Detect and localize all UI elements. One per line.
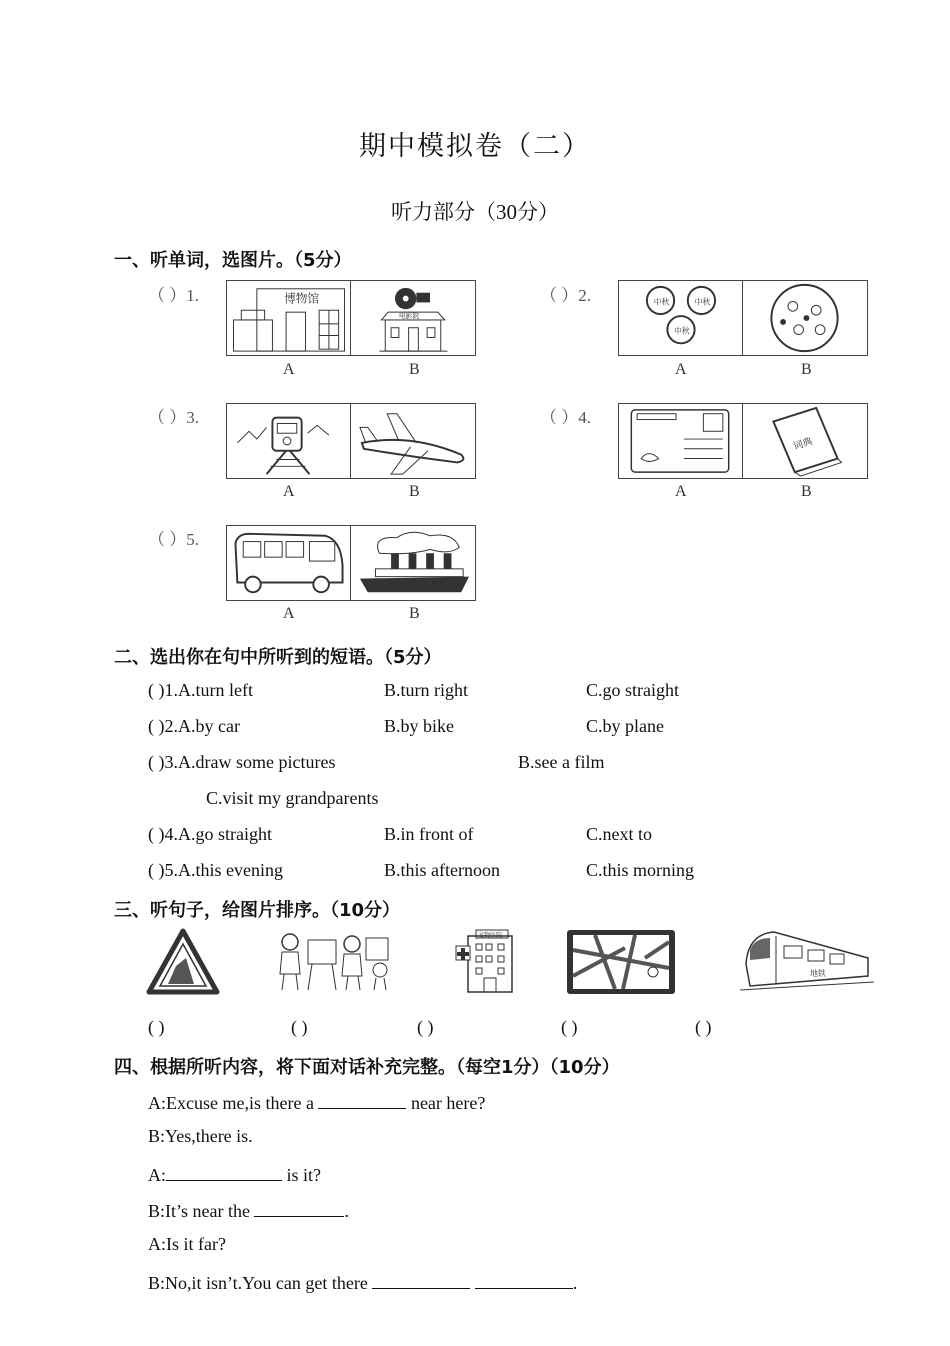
children-drawing-picture	[268, 930, 396, 994]
s2-q5-c: C.this morning	[586, 860, 695, 880]
item5-picture-box	[226, 525, 476, 601]
s2-q3-c: C.visit my grandparents	[206, 788, 379, 808]
item3-picture-box	[226, 403, 476, 479]
item4-label-a: A	[675, 483, 687, 500]
warning-sign-picture	[146, 928, 220, 996]
svg-text:中秋: 中秋	[694, 297, 711, 307]
item3-paren: （ ）3.	[148, 408, 199, 427]
item3-label-a: A	[283, 483, 295, 500]
item4-label-b: B	[801, 483, 812, 500]
museum-sign: 博物馆	[284, 291, 320, 306]
page-title: 期中模拟卷（二）	[359, 131, 591, 161]
item5-label-b: B	[409, 605, 420, 622]
item1-label-b: B	[409, 361, 420, 378]
answer-blank[interactable]	[254, 1198, 344, 1217]
svg-text:中秋: 中秋	[674, 326, 690, 336]
item1-paren: （ ）1.	[148, 286, 199, 305]
item4-paren: （ ）4.	[540, 408, 591, 427]
item2-paren: （ ）2.	[540, 286, 591, 305]
dialogue-line-6: B:No,it isn’t.You can get there .	[148, 1270, 577, 1294]
ship-picture	[351, 526, 475, 600]
s3-paren-5: ( )	[695, 1017, 712, 1037]
item4-picture-box	[618, 403, 868, 479]
s2-q5: ( )5.A.this evening	[148, 860, 283, 880]
s2-q2-b: B.by bike	[384, 716, 454, 736]
s2-q2: ( )2.A.by car	[148, 716, 240, 736]
s3-paren-1: ( )	[148, 1017, 165, 1037]
pizza-picture	[743, 281, 867, 355]
svg-text:电影院: 电影院	[398, 312, 420, 320]
item2-picture-box	[618, 280, 868, 356]
s2-q1-b: B.turn right	[384, 680, 468, 700]
bus-picture	[227, 526, 351, 600]
answer-blank[interactable]	[318, 1090, 406, 1109]
section3-heading: 三、听句子，给图片排序。（10分）	[114, 900, 401, 921]
map-tablet-picture	[565, 928, 677, 996]
dialogue-line-2: B:Yes,there is.	[148, 1126, 253, 1146]
s3-paren-2: ( )	[291, 1017, 308, 1037]
museum-picture	[227, 281, 351, 355]
dialogue-line-1: A:Excuse me,is there a near here?	[148, 1090, 485, 1114]
plane-picture	[351, 404, 475, 478]
item1-picture-box	[226, 280, 476, 356]
subway-train-picture	[740, 928, 874, 994]
s3-paren-3: ( )	[417, 1017, 434, 1037]
section4-heading: 四、根据所听内容，将下面对话补充完整。（每空1分）（10分）	[114, 1057, 620, 1078]
dialogue-line-5: A:Is it far?	[148, 1234, 226, 1254]
s2-q4: ( )4.A.go straight	[148, 824, 272, 844]
dictionary-picture	[743, 404, 867, 478]
item3-label-b: B	[409, 483, 420, 500]
postcard-picture	[619, 404, 743, 478]
item5-paren: （ ）5.	[148, 530, 199, 549]
s2-q3: ( )3.A.draw some pictures	[148, 752, 336, 772]
mooncakes-picture	[619, 281, 743, 355]
item1-label-a: A	[283, 361, 295, 378]
section2-heading: 二、选出你在句中所听到的短语。（5分）	[114, 647, 442, 668]
s2-q3-b: B.see a film	[518, 752, 605, 772]
item2-label-a: A	[675, 361, 687, 378]
svg-text:中秋: 中秋	[653, 297, 670, 307]
s2-q1: ( )1.A.turn left	[148, 680, 253, 700]
answer-blank[interactable]	[166, 1162, 282, 1181]
subway-sign: 地铁	[810, 969, 826, 978]
s2-q4-b: B.in front of	[384, 824, 474, 844]
s2-q4-c: C.next to	[586, 824, 652, 844]
dialogue-line-4: B:It’s near the .	[148, 1198, 349, 1222]
pet-hospital-sign: 宠物医院	[478, 932, 503, 939]
dialogue-line-3: A: is it?	[148, 1162, 321, 1186]
answer-blank[interactable]	[475, 1270, 573, 1289]
page-subtitle: 听力部分（30分）	[391, 200, 559, 224]
item5-label-a: A	[283, 605, 295, 622]
pet-hospital-picture	[454, 928, 516, 996]
train-picture	[227, 404, 351, 478]
s2-q5-b: B.this afternoon	[384, 860, 500, 880]
answer-blank[interactable]	[372, 1270, 470, 1289]
cinema-picture	[351, 281, 475, 355]
s2-q2-c: C.by plane	[586, 716, 664, 736]
s2-q1-c: C.go straight	[586, 680, 679, 700]
s3-paren-4: ( )	[561, 1017, 578, 1037]
item2-label-b: B	[801, 361, 812, 378]
section1-heading: 一、听单词，选图片。（5分）	[114, 250, 352, 271]
svg-text:词典: 词典	[792, 436, 814, 453]
